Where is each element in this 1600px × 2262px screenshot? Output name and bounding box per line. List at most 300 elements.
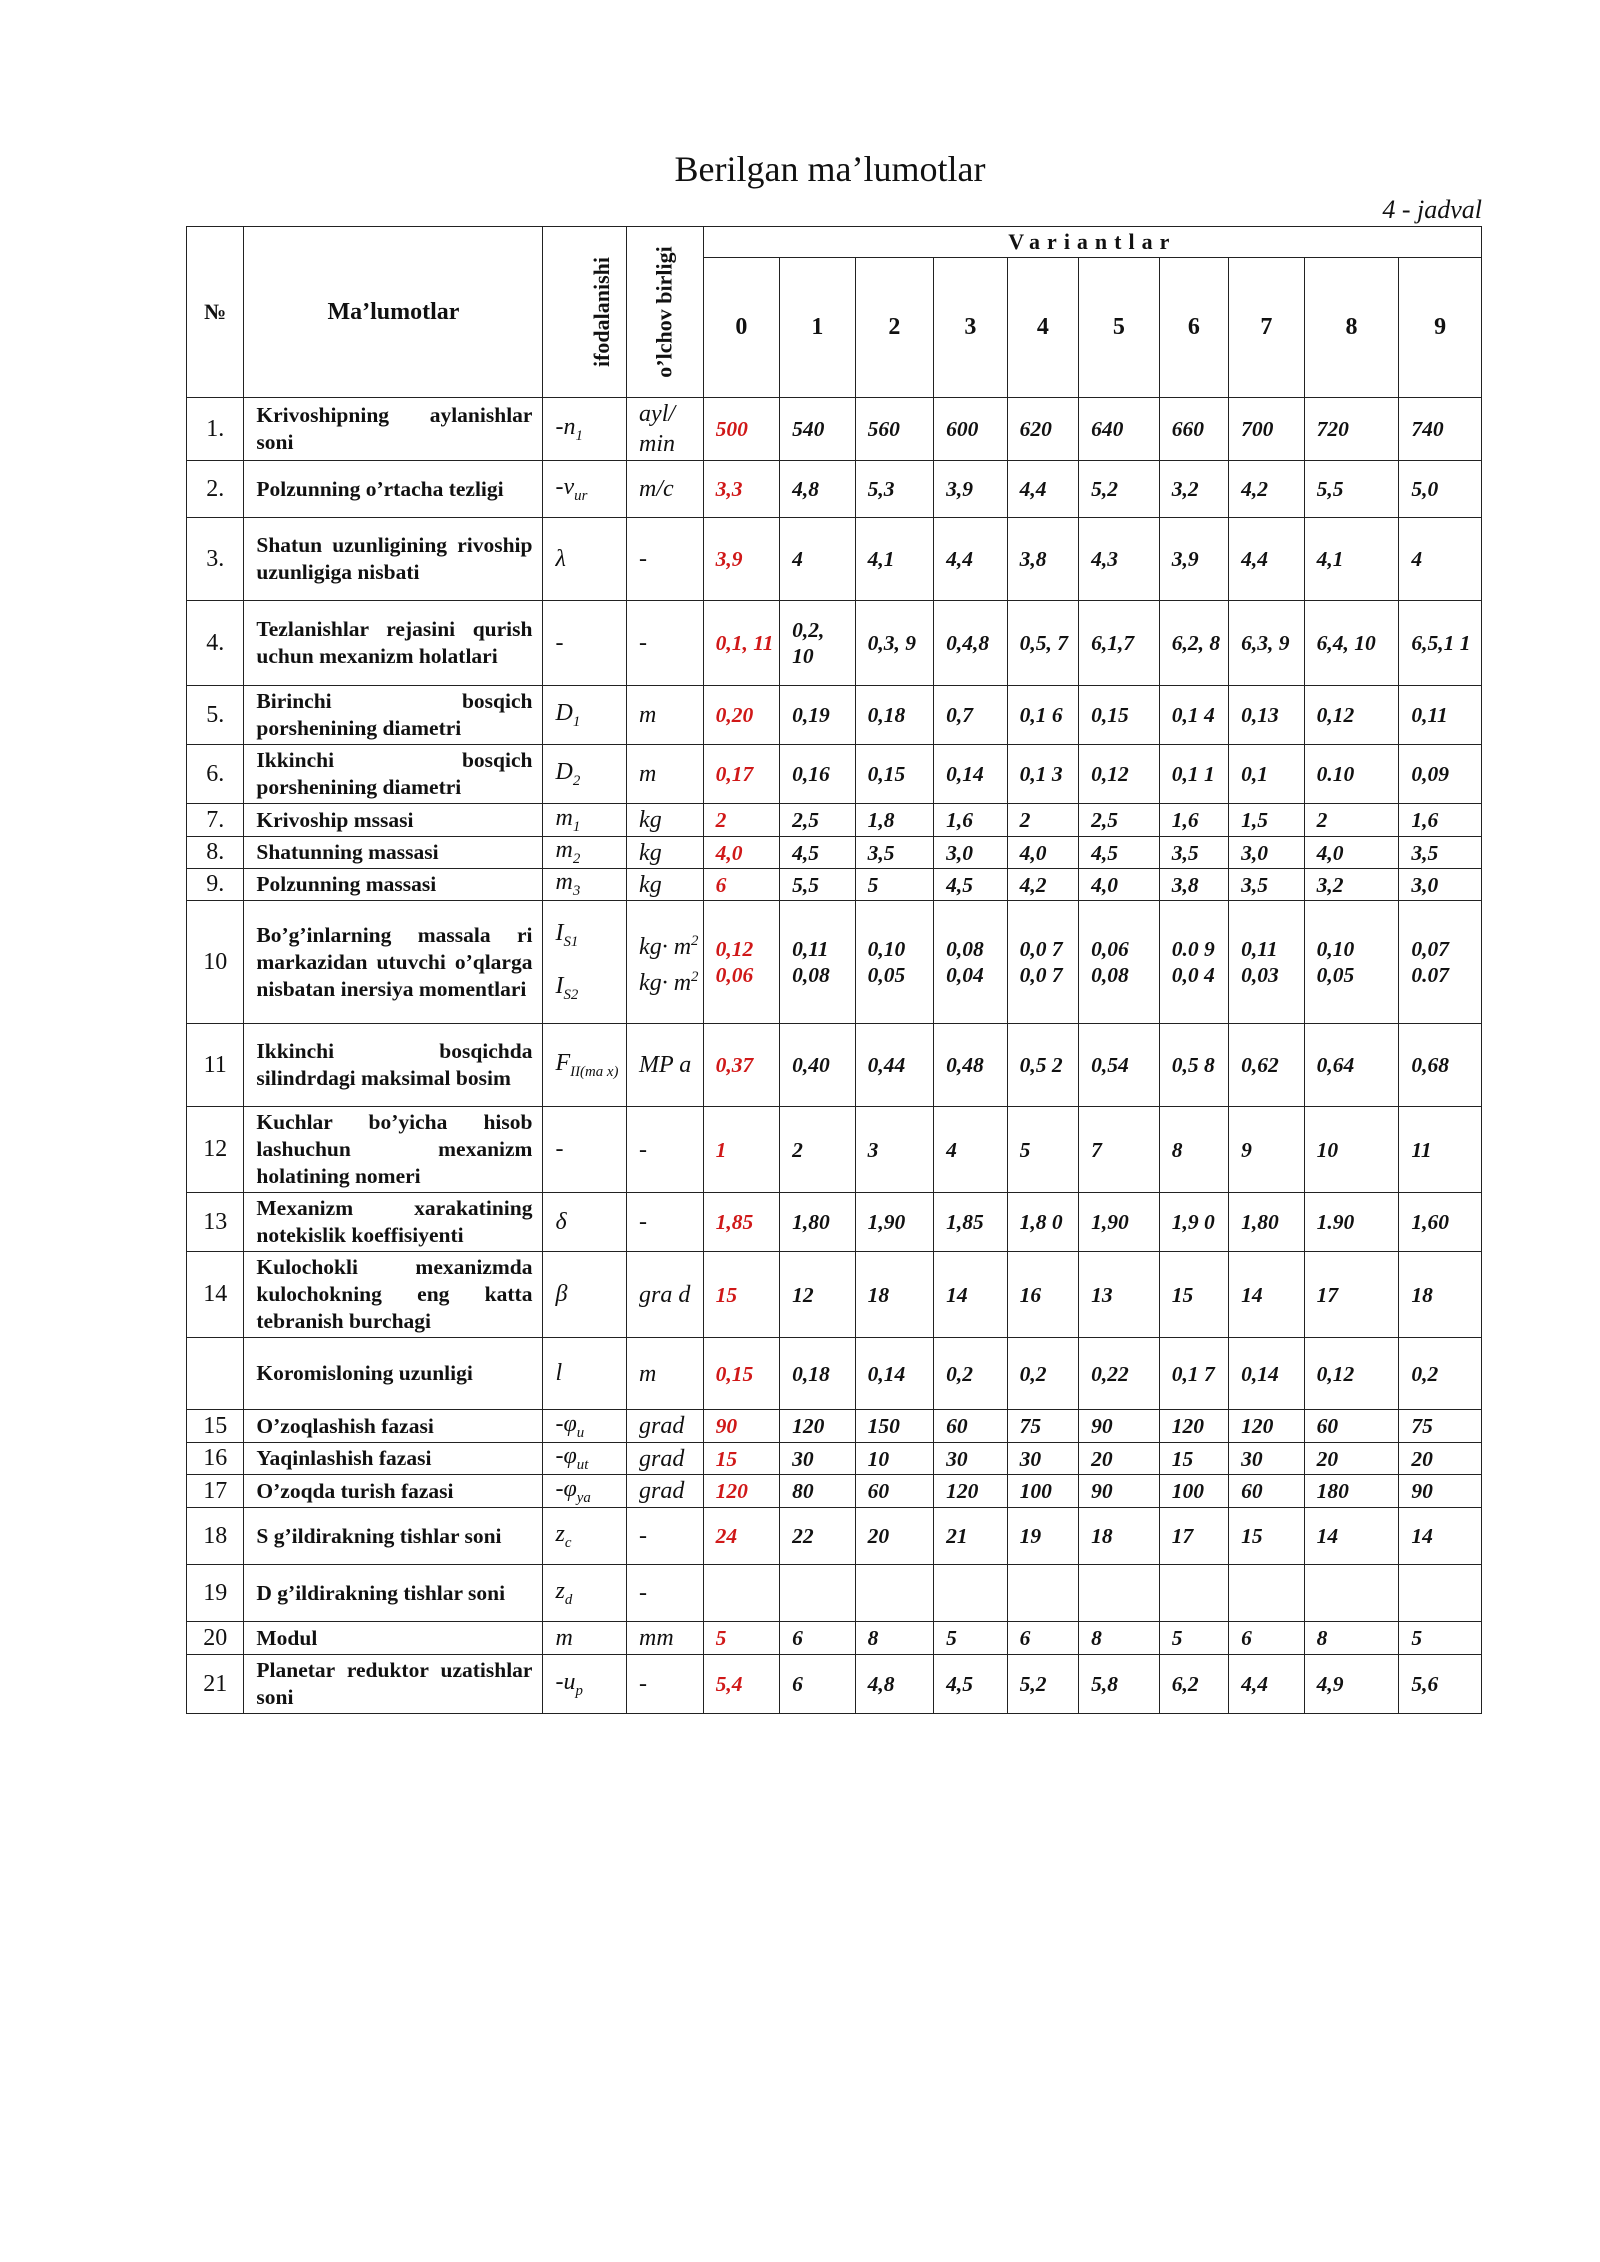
value-variant-6: 0,1 1 xyxy=(1159,745,1228,804)
row-number: 20 xyxy=(187,1622,244,1655)
value-variant-2: 150 xyxy=(855,1410,934,1443)
value-variant-8: 1.90 xyxy=(1304,1193,1399,1252)
value-variant-5: 4,5 xyxy=(1079,837,1160,869)
row-name: Mexanizm xarakatining notekislik koeffisiyenti xyxy=(244,1193,543,1252)
value-variant-0: 0,17 xyxy=(703,745,780,804)
value-variant-1: 6 xyxy=(780,1622,856,1655)
value-variant-0: 90 xyxy=(703,1410,780,1443)
row-name: Modul xyxy=(244,1622,543,1655)
value-variant-6: 0,1 4 xyxy=(1159,686,1228,745)
value-variant-6: 0.0 9 0,0 4 xyxy=(1159,901,1228,1024)
value-variant-3: 0,2 xyxy=(934,1338,1008,1410)
table-row xyxy=(187,1655,1482,1714)
value-variant-4: 0,1 3 xyxy=(1007,745,1078,804)
row-number: 4. xyxy=(187,601,244,686)
value-variant-7: 15 xyxy=(1229,1508,1305,1565)
row-number: 7. xyxy=(187,804,244,837)
value-variant-8: 0,12 xyxy=(1304,1338,1399,1410)
value-variant-0: 5,4 xyxy=(703,1655,780,1714)
value-variant-7: 700 xyxy=(1229,398,1305,461)
value-variant-5: 18 xyxy=(1079,1508,1160,1565)
value-variant-5: 1,90 xyxy=(1079,1193,1160,1252)
value-variant-4: 4,2 xyxy=(1007,869,1078,901)
value-variant-7: 0,11 0,03 xyxy=(1229,901,1305,1024)
value-variant-3: 3,9 xyxy=(934,461,1008,518)
row-unit: m xyxy=(627,686,704,745)
row-unit: m/c xyxy=(627,461,704,518)
value-variant-6: 3,5 xyxy=(1159,837,1228,869)
row-number: 5. xyxy=(187,686,244,745)
table-row xyxy=(187,1622,1482,1655)
value-variant-7: 30 xyxy=(1229,1443,1305,1475)
row-number: 1. xyxy=(187,398,244,461)
value-variant-1: 4 xyxy=(780,518,856,601)
row-unit: - xyxy=(627,1508,704,1565)
value-variant-1: 4,8 xyxy=(780,461,856,518)
table-row xyxy=(187,1024,1482,1107)
row-number: 13 xyxy=(187,1193,244,1252)
value-variant-3: 120 xyxy=(934,1475,1008,1508)
value-variant-3: 0,48 xyxy=(934,1024,1008,1107)
value-variant-8 xyxy=(1304,1565,1399,1622)
value-variant-8: 720 xyxy=(1304,398,1399,461)
row-designation: $-u_p$ xyxy=(543,1655,627,1714)
value-variant-7: 3,5 xyxy=(1229,869,1305,901)
value-variant-2: 0,15 xyxy=(855,745,934,804)
header-variant-0: 0 xyxy=(703,258,780,398)
value-variant-8: 0,10 0,05 xyxy=(1304,901,1399,1024)
header-designation-label: ifodalanishi xyxy=(589,256,615,368)
table-label: 4 - jadval xyxy=(1382,195,1482,224)
row-designation: $z_c$ xyxy=(543,1508,627,1565)
value-variant-4: 4,4 xyxy=(1007,461,1078,518)
value-variant-8: 17 xyxy=(1304,1252,1399,1338)
row-designation: $m_3$ xyxy=(543,869,627,901)
value-variant-1: 12 xyxy=(780,1252,856,1338)
value-variant-3: 600 xyxy=(934,398,1008,461)
value-variant-7: 60 xyxy=(1229,1475,1305,1508)
row-number: 14 xyxy=(187,1252,244,1338)
header-variant-3: 3 xyxy=(934,258,1008,398)
header-variants-title: Variantlar xyxy=(703,227,1481,258)
value-variant-4: 0,2 xyxy=(1007,1338,1078,1410)
value-variant-1: 2,5 xyxy=(780,804,856,837)
value-variant-0: 3,9 xyxy=(703,518,780,601)
value-variant-2: 560 xyxy=(855,398,934,461)
table-row xyxy=(187,461,1482,518)
value-variant-9: 740 xyxy=(1399,398,1482,461)
row-designation: $-\varphi_{ya}$ xyxy=(543,1475,627,1508)
value-variant-4: 3,8 xyxy=(1007,518,1078,601)
value-variant-5: 20 xyxy=(1079,1443,1160,1475)
table-row xyxy=(187,601,1482,686)
value-variant-6: 1,9 0 xyxy=(1159,1193,1228,1252)
value-variant-5: 0,15 xyxy=(1079,686,1160,745)
table-row xyxy=(187,869,1482,901)
value-variant-9: 5,6 xyxy=(1399,1655,1482,1714)
value-variant-4: 5,2 xyxy=(1007,1655,1078,1714)
value-variant-1: 120 xyxy=(780,1410,856,1443)
value-variant-2: 5,3 xyxy=(855,461,934,518)
value-variant-6: 3,9 xyxy=(1159,518,1228,601)
value-variant-9: 0,07 0.07 xyxy=(1399,901,1482,1024)
row-unit: m xyxy=(627,1338,704,1410)
row-unit: kg xyxy=(627,804,704,837)
row-unit: - xyxy=(627,1655,704,1714)
header-no: № xyxy=(187,227,244,398)
row-designation: λ xyxy=(543,518,627,601)
value-variant-2: 3 xyxy=(855,1107,934,1193)
value-variant-6: 3,8 xyxy=(1159,869,1228,901)
row-name: Bo’g’inlarning massala ri markazidan utuvchi o’qlarga nisbatan inersiya momentlari xyxy=(244,901,543,1024)
value-variant-4: 16 xyxy=(1007,1252,1078,1338)
value-variant-5: 5,8 xyxy=(1079,1655,1160,1714)
value-variant-7 xyxy=(1229,1565,1305,1622)
row-name: Koromisloning uzunligi xyxy=(244,1338,543,1410)
value-variant-8: 10 xyxy=(1304,1107,1399,1193)
value-variant-0: 0,15 xyxy=(703,1338,780,1410)
row-unit: - xyxy=(627,601,704,686)
value-variant-7: 1,5 xyxy=(1229,804,1305,837)
value-variant-1 xyxy=(780,1565,856,1622)
value-variant-4: 0,0 7 0,0 7 xyxy=(1007,901,1078,1024)
value-variant-1: 22 xyxy=(780,1508,856,1565)
value-variant-7: 6,3, 9 xyxy=(1229,601,1305,686)
value-variant-5: 0,22 xyxy=(1079,1338,1160,1410)
row-unit: m xyxy=(627,745,704,804)
value-variant-0: 2 xyxy=(703,804,780,837)
value-variant-9: 4 xyxy=(1399,518,1482,601)
header-variant-8: 8 xyxy=(1304,258,1399,398)
value-variant-4: 0,5, 7 xyxy=(1007,601,1078,686)
row-number: 2. xyxy=(187,461,244,518)
value-variant-3: 1,6 xyxy=(934,804,1008,837)
value-variant-2: 1,8 xyxy=(855,804,934,837)
row-designation: $m_2$ xyxy=(543,837,627,869)
row-unit: grad xyxy=(627,1443,704,1475)
table-row xyxy=(187,1338,1482,1410)
value-variant-1: 4,5 xyxy=(780,837,856,869)
value-variant-9: 0,09 xyxy=(1399,745,1482,804)
value-variant-6 xyxy=(1159,1565,1228,1622)
header-variant-4: 4 xyxy=(1007,258,1078,398)
value-variant-6: 6,2 xyxy=(1159,1655,1228,1714)
value-variant-5: 13 xyxy=(1079,1252,1160,1338)
value-variant-8: 6,4, 10 xyxy=(1304,601,1399,686)
value-variant-6: 8 xyxy=(1159,1107,1228,1193)
value-variant-5: 5,2 xyxy=(1079,461,1160,518)
row-name: Krivoshipning aylanishlar soni xyxy=(244,398,543,461)
value-variant-2: 8 xyxy=(855,1622,934,1655)
value-variant-7: 4,2 xyxy=(1229,461,1305,518)
row-number: 17 xyxy=(187,1475,244,1508)
row-designation: $-\varphi_{ut}$ xyxy=(543,1443,627,1475)
row-unit: $kg\cdot m^2$ $kg\cdot m^2$ xyxy=(627,901,704,1024)
row-number: 12 xyxy=(187,1107,244,1193)
value-variant-2 xyxy=(855,1565,934,1622)
row-unit: - xyxy=(627,1565,704,1622)
value-variant-0: 0,1, 11 xyxy=(703,601,780,686)
value-variant-9: 3,5 xyxy=(1399,837,1482,869)
header-data: Ma’lumotlar xyxy=(244,227,543,398)
row-name: O’zoqda turish fazasi xyxy=(244,1475,543,1508)
row-unit: - xyxy=(627,1193,704,1252)
row-designation: β xyxy=(543,1252,627,1338)
value-variant-5: 2,5 xyxy=(1079,804,1160,837)
row-designation: l xyxy=(543,1338,627,1410)
value-variant-4: 620 xyxy=(1007,398,1078,461)
row-number: 6. xyxy=(187,745,244,804)
table-row xyxy=(187,1252,1482,1338)
value-variant-5: 7 xyxy=(1079,1107,1160,1193)
value-variant-0: 120 xyxy=(703,1475,780,1508)
value-variant-5: 0,06 0,08 xyxy=(1079,901,1160,1024)
value-variant-4 xyxy=(1007,1565,1078,1622)
value-variant-2: 0,14 xyxy=(855,1338,934,1410)
value-variant-7: 1,80 xyxy=(1229,1193,1305,1252)
value-variant-2: 0,44 xyxy=(855,1024,934,1107)
row-designation: m xyxy=(543,1622,627,1655)
row-name: Yaqinlashish fazasi xyxy=(244,1443,543,1475)
value-variant-5 xyxy=(1079,1565,1160,1622)
row-designation: - xyxy=(543,1107,627,1193)
value-variant-4: 2 xyxy=(1007,804,1078,837)
value-variant-8: 4,9 xyxy=(1304,1655,1399,1714)
row-designation: $D_1$ xyxy=(543,686,627,745)
value-variant-7: 0,62 xyxy=(1229,1024,1305,1107)
value-variant-2: 4,1 xyxy=(855,518,934,601)
value-variant-6: 120 xyxy=(1159,1410,1228,1443)
value-variant-5: 0,54 xyxy=(1079,1024,1160,1107)
row-name: Shatunning massasi xyxy=(244,837,543,869)
value-variant-4: 19 xyxy=(1007,1508,1078,1565)
value-variant-4: 0,5 2 xyxy=(1007,1024,1078,1107)
row-designation: $z_d$ xyxy=(543,1565,627,1622)
row-number: 21 xyxy=(187,1655,244,1714)
value-variant-1: 30 xyxy=(780,1443,856,1475)
value-variant-3: 4 xyxy=(934,1107,1008,1193)
table-row xyxy=(187,1565,1482,1622)
table-row xyxy=(187,1508,1482,1565)
value-variant-3 xyxy=(934,1565,1008,1622)
table-row xyxy=(187,745,1482,804)
value-variant-6: 6,2, 8 xyxy=(1159,601,1228,686)
row-number: 18 xyxy=(187,1508,244,1565)
page-title: Berilgan ma’lumotlar xyxy=(674,149,986,189)
value-variant-3: 1,85 xyxy=(934,1193,1008,1252)
value-variant-3: 4,5 xyxy=(934,869,1008,901)
value-variant-2: 0,3, 9 xyxy=(855,601,934,686)
value-variant-3: 4,4 xyxy=(934,518,1008,601)
value-variant-3: 0,14 xyxy=(934,745,1008,804)
value-variant-1: 0,11 0,08 xyxy=(780,901,856,1024)
value-variant-8: 0.10 xyxy=(1304,745,1399,804)
table-row xyxy=(187,398,1482,461)
value-variant-9: 3,0 xyxy=(1399,869,1482,901)
table-row xyxy=(187,686,1482,745)
value-variant-4: 5 xyxy=(1007,1107,1078,1193)
value-variant-8: 0,12 xyxy=(1304,686,1399,745)
value-variant-3: 5 xyxy=(934,1622,1008,1655)
value-variant-0: 15 xyxy=(703,1443,780,1475)
value-variant-9: 1,60 xyxy=(1399,1193,1482,1252)
value-variant-4: 100 xyxy=(1007,1475,1078,1508)
value-variant-1: 5,5 xyxy=(780,869,856,901)
row-number: 15 xyxy=(187,1410,244,1443)
row-name: Ikkinchi bosqich porshenining diametri xyxy=(244,745,543,804)
header-variant-9: 9 xyxy=(1399,258,1482,398)
value-variant-5: 6,1,7 xyxy=(1079,601,1160,686)
row-name: Kulochokli mexanizmda kulochokning eng katta tebranish burchagi xyxy=(244,1252,543,1338)
value-variant-8: 4,1 xyxy=(1304,518,1399,601)
header-variant-2: 2 xyxy=(855,258,934,398)
value-variant-7: 14 xyxy=(1229,1252,1305,1338)
value-variant-9: 90 xyxy=(1399,1475,1482,1508)
value-variant-2: 1,90 xyxy=(855,1193,934,1252)
row-designation: - xyxy=(543,601,627,686)
value-variant-1: 0,2, 10 xyxy=(780,601,856,686)
table-body xyxy=(187,398,1482,1714)
row-number: 10 xyxy=(187,901,244,1024)
row-unit: MP a xyxy=(627,1024,704,1107)
value-variant-7: 6 xyxy=(1229,1622,1305,1655)
row-unit: ayl/ min xyxy=(627,398,704,461)
value-variant-3: 21 xyxy=(934,1508,1008,1565)
value-variant-8: 8 xyxy=(1304,1622,1399,1655)
value-variant-9: 0,2 xyxy=(1399,1338,1482,1410)
row-number: 11 xyxy=(187,1024,244,1107)
header-designation xyxy=(543,227,627,398)
value-variant-9: 5 xyxy=(1399,1622,1482,1655)
table-row xyxy=(187,837,1482,869)
row-number: 19 xyxy=(187,1565,244,1622)
value-variant-0: 24 xyxy=(703,1508,780,1565)
value-variant-3: 0,7 xyxy=(934,686,1008,745)
value-variant-6: 100 xyxy=(1159,1475,1228,1508)
row-designation: $-v_{ur}$ xyxy=(543,461,627,518)
value-variant-4: 0,1 6 xyxy=(1007,686,1078,745)
value-variant-8: 60 xyxy=(1304,1410,1399,1443)
value-variant-4: 30 xyxy=(1007,1443,1078,1475)
value-variant-6: 660 xyxy=(1159,398,1228,461)
value-variant-6: 5 xyxy=(1159,1622,1228,1655)
value-variant-0: 0,37 xyxy=(703,1024,780,1107)
row-name: O’zoqlashish fazasi xyxy=(244,1410,543,1443)
value-variant-9: 0,11 xyxy=(1399,686,1482,745)
value-variant-1: 0,40 xyxy=(780,1024,856,1107)
row-unit: grad xyxy=(627,1410,704,1443)
value-variant-1: 0,16 xyxy=(780,745,856,804)
value-variant-0: 0,20 xyxy=(703,686,780,745)
row-name: Polzunning massasi xyxy=(244,869,543,901)
value-variant-7: 0,14 xyxy=(1229,1338,1305,1410)
value-variant-1: 6 xyxy=(780,1655,856,1714)
table-row xyxy=(187,1193,1482,1252)
value-variant-4: 6 xyxy=(1007,1622,1078,1655)
row-name: Kuchlar bo’yicha hisob lashuchun mexanizm holatining nomeri xyxy=(244,1107,543,1193)
value-variant-3: 30 xyxy=(934,1443,1008,1475)
value-variant-5: 90 xyxy=(1079,1475,1160,1508)
table-row xyxy=(187,804,1482,837)
value-variant-0: 0,12 0,06 xyxy=(703,901,780,1024)
row-unit: gra d xyxy=(627,1252,704,1338)
value-variant-6: 17 xyxy=(1159,1508,1228,1565)
value-variant-1: 540 xyxy=(780,398,856,461)
row-unit: grad xyxy=(627,1475,704,1508)
value-variant-1: 0,19 xyxy=(780,686,856,745)
table-row xyxy=(187,901,1482,1024)
row-unit: kg xyxy=(627,837,704,869)
header-variant-6: 6 xyxy=(1159,258,1228,398)
row-name: Birinchi bosqich porshenining diametri xyxy=(244,686,543,745)
value-variant-2: 60 xyxy=(855,1475,934,1508)
value-variant-3: 4,5 xyxy=(934,1655,1008,1714)
header-unit-label: o’lchov birligi xyxy=(651,246,677,378)
value-variant-7: 120 xyxy=(1229,1410,1305,1443)
value-variant-0: 1 xyxy=(703,1107,780,1193)
value-variant-1: 2 xyxy=(780,1107,856,1193)
value-variant-9: 6,5,1 1 xyxy=(1399,601,1482,686)
value-variant-7: 9 xyxy=(1229,1107,1305,1193)
value-variant-8: 2 xyxy=(1304,804,1399,837)
header-variant-7: 7 xyxy=(1229,258,1305,398)
row-name: Ikkinchi bosqichda silindrdagi maksimal bosim xyxy=(244,1024,543,1107)
value-variant-5: 90 xyxy=(1079,1410,1160,1443)
value-variant-2: 10 xyxy=(855,1443,934,1475)
value-variant-4: 75 xyxy=(1007,1410,1078,1443)
value-variant-2: 18 xyxy=(855,1252,934,1338)
value-variant-0: 5 xyxy=(703,1622,780,1655)
value-variant-7: 0,1 xyxy=(1229,745,1305,804)
table-row xyxy=(187,1443,1482,1475)
value-variant-3: 0,4,8 xyxy=(934,601,1008,686)
value-variant-5: 4,0 xyxy=(1079,869,1160,901)
value-variant-0: 15 xyxy=(703,1252,780,1338)
value-variant-6: 0,5 8 xyxy=(1159,1024,1228,1107)
value-variant-7: 4,4 xyxy=(1229,1655,1305,1714)
row-name: Krivoship mssasi xyxy=(244,804,543,837)
header-variant-5: 5 xyxy=(1079,258,1160,398)
value-variant-9: 0,68 xyxy=(1399,1024,1482,1107)
value-variant-0 xyxy=(703,1565,780,1622)
value-variant-6: 0,1 7 xyxy=(1159,1338,1228,1410)
value-variant-5: 0,12 xyxy=(1079,745,1160,804)
row-name: Tezlanishlar rejasini qurish uchun mexanizm holatlari xyxy=(244,601,543,686)
value-variant-9: 11 xyxy=(1399,1107,1482,1193)
value-variant-5: 4,3 xyxy=(1079,518,1160,601)
value-variant-9: 18 xyxy=(1399,1252,1482,1338)
row-unit: kg xyxy=(627,869,704,901)
row-name: Planetar reduktor uzatishlar soni xyxy=(244,1655,543,1714)
table-row xyxy=(187,1410,1482,1443)
value-variant-8: 20 xyxy=(1304,1443,1399,1475)
value-variant-7: 4,4 xyxy=(1229,518,1305,601)
value-variant-1: 1,80 xyxy=(780,1193,856,1252)
row-unit: - xyxy=(627,518,704,601)
row-designation: $F_{II(ma x)}$ xyxy=(543,1024,627,1107)
value-variant-0: 3,3 xyxy=(703,461,780,518)
value-variant-9: 14 xyxy=(1399,1508,1482,1565)
header-unit xyxy=(627,227,704,398)
value-variant-3: 14 xyxy=(934,1252,1008,1338)
value-variant-0: 500 xyxy=(703,398,780,461)
value-variant-2: 4,8 xyxy=(855,1655,934,1714)
value-variant-2: 3,5 xyxy=(855,837,934,869)
row-designation: $I_{S1}$ $I_{S2}$ xyxy=(543,901,627,1024)
value-variant-5: 8 xyxy=(1079,1622,1160,1655)
row-designation: $-n_1$ xyxy=(543,398,627,461)
value-variant-2: 5 xyxy=(855,869,934,901)
